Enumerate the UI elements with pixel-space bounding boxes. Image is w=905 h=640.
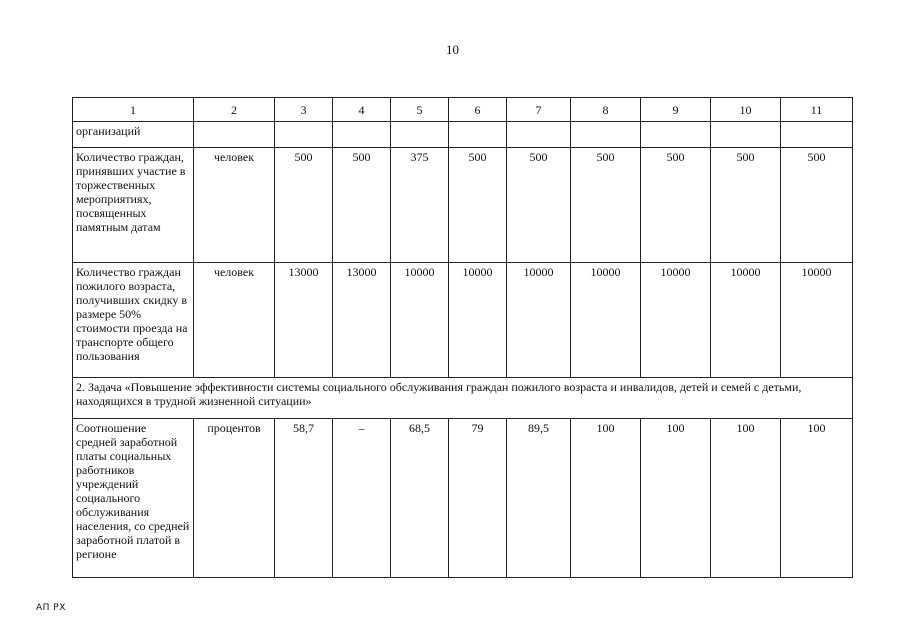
value-cell: 100 bbox=[711, 419, 781, 578]
page-number: 10 bbox=[446, 42, 459, 57]
unit-cell: человек bbox=[194, 263, 275, 378]
value-cell: 89,5 bbox=[507, 419, 571, 578]
header-cell: 8 bbox=[571, 98, 641, 122]
value-cell: 500 bbox=[507, 148, 571, 263]
value-cell: 10000 bbox=[571, 263, 641, 378]
value-cell: 10000 bbox=[507, 263, 571, 378]
value-cell: 10000 bbox=[781, 263, 853, 378]
value-cell: 500 bbox=[275, 148, 333, 263]
value-cell: 58,7 bbox=[275, 419, 333, 578]
table-row bbox=[73, 263, 853, 378]
value-cell: 68,5 bbox=[391, 419, 449, 578]
continued-label: организаций bbox=[73, 122, 194, 148]
value-cell: 100 bbox=[571, 419, 641, 578]
value-cell: 10000 bbox=[641, 263, 711, 378]
value-cell: 500 bbox=[781, 148, 853, 263]
header-cell: 9 bbox=[641, 98, 711, 122]
indicator-cell: Количество граждан пожилого возраста, получивших скидку в размере 50% стоимости проезда на транспорте общего пользования bbox=[73, 263, 194, 378]
value-cell: 375 bbox=[391, 148, 449, 263]
table-row-continuation bbox=[73, 122, 853, 148]
value-cell: 500 bbox=[571, 148, 641, 263]
value-cell: 10000 bbox=[711, 263, 781, 378]
value-cell: 100 bbox=[641, 419, 711, 578]
task-heading-row bbox=[73, 378, 853, 419]
value-cell: 10000 bbox=[391, 263, 449, 378]
indicator-cell: Количество граждан, принявших участие в торжественных мероприятиях, посвященных памятным датам bbox=[73, 148, 194, 263]
indicators-table bbox=[72, 97, 853, 578]
header-cell: 2 bbox=[194, 98, 275, 122]
table-header-row bbox=[73, 98, 853, 122]
header-cell: 5 bbox=[391, 98, 449, 122]
value-cell: 79 bbox=[449, 419, 507, 578]
table-row bbox=[73, 148, 853, 263]
header-cell: 7 bbox=[507, 98, 571, 122]
unit-cell: человек bbox=[194, 148, 275, 263]
header-cell: 3 bbox=[275, 98, 333, 122]
header-cell: 4 bbox=[333, 98, 391, 122]
value-cell: – bbox=[333, 419, 391, 578]
value-cell: 100 bbox=[781, 419, 853, 578]
value-cell: 10000 bbox=[449, 263, 507, 378]
value-cell: 500 bbox=[641, 148, 711, 263]
value-cell: 500 bbox=[711, 148, 781, 263]
footer-mark: АП РХ bbox=[36, 603, 66, 613]
header-cell: 1 bbox=[73, 98, 194, 122]
header-cell: 10 bbox=[711, 98, 781, 122]
indicator-cell: Соотношение средней заработной платы социальных работников учреждений социального обслуживания населения, со средней заработной платой в регионе bbox=[73, 419, 194, 578]
task-heading: 2. Задача «Повышение эффективности системы социального обслуживания граждан пожилого возраста и инвалидов, детей и семей с детьми, находящихся в трудной жизненной ситуации» bbox=[73, 378, 853, 419]
unit-cell: процентов bbox=[194, 419, 275, 578]
header-cell: 6 bbox=[449, 98, 507, 122]
header-cell: 11 bbox=[781, 98, 853, 122]
table-row bbox=[73, 419, 853, 578]
value-cell: 13000 bbox=[333, 263, 391, 378]
value-cell: 13000 bbox=[275, 263, 333, 378]
value-cell: 500 bbox=[333, 148, 391, 263]
value-cell: 500 bbox=[449, 148, 507, 263]
